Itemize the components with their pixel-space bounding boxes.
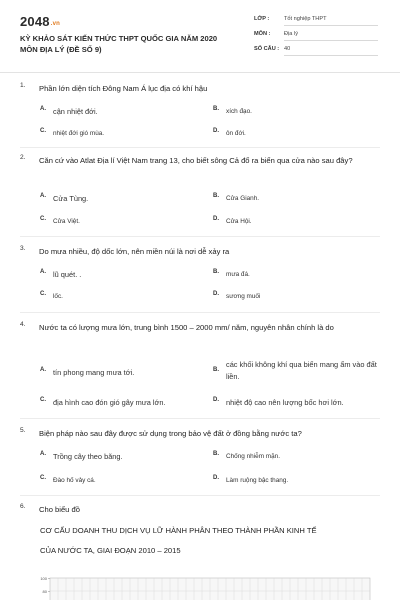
meta-value: Địa lý <box>284 31 298 37</box>
option-text: Làm ruộng bậc thang. <box>226 477 289 484</box>
question-separator <box>20 236 380 237</box>
meta-label: LỚP : <box>254 16 270 22</box>
option-label: A. <box>40 269 46 275</box>
question-separator <box>20 418 380 419</box>
question-text: Biện pháp nào sau đây được sử dụng trong bảo vệ đất ở đồng bằng nước ta? <box>39 429 302 438</box>
option-text: ôn đới. <box>226 130 246 137</box>
y-tick-label: 80 <box>42 589 47 594</box>
question-text: Cho biểu đồ <box>39 505 80 514</box>
question-separator <box>20 147 380 148</box>
option-text: Cửa Gianh. <box>226 195 260 202</box>
option-text: nhiệt độ cao nên lượng bốc hơi lớn. <box>226 398 344 407</box>
option-label: C. <box>40 128 46 134</box>
question-separator <box>20 312 380 313</box>
exam-subject-title: MÔN ĐỊA LÝ (ĐỀ SỐ 9) <box>20 45 102 54</box>
option-label: D. <box>213 397 219 403</box>
option-text: tín phong mang mưa tới. <box>53 368 135 377</box>
question-number: 4. <box>20 321 26 328</box>
question-text: Phần lớn diện tích Đông Nam Á lục địa có khí hậu <box>39 84 208 93</box>
option-text: cận nhiệt đới. <box>53 107 98 116</box>
meta-underline <box>284 55 378 56</box>
option-label: D. <box>213 128 219 134</box>
option-label: D. <box>213 291 219 297</box>
option-text: địa hình cao đón gió gây mưa lớn. <box>53 398 166 407</box>
option-label: A. <box>40 451 46 457</box>
option-text: Cửa Hội. <box>226 218 252 225</box>
option-text: các khối không khí qua biển mang ẩm vào đất liền. <box>226 360 377 381</box>
question-number: 2. <box>20 154 26 161</box>
chart-title-line-1: CƠ CẤU DOANH THU DỊCH VỤ LỮ HÀNH PHÂN THEO THÀNH PHẦN KINH TẾ <box>40 526 317 535</box>
option-label: C. <box>40 216 46 222</box>
exam-title: KỲ KHẢO SÁT KIẾN THỨC THPT QUỐC GIA NĂM 2020 <box>20 34 218 43</box>
option-text: Cửa Việt. <box>53 218 80 225</box>
logo-suffix: .vn <box>50 21 61 27</box>
meta-value: 40 <box>284 46 291 52</box>
option-label: C. <box>40 291 46 297</box>
meta-underline <box>284 40 378 41</box>
option-text: lũ quét. . <box>53 270 82 279</box>
meta-label: MÔN : <box>254 31 271 37</box>
header-divider <box>0 72 400 73</box>
meta-value: Tốt nghiệp THPT <box>284 16 327 22</box>
option-text: Đào hố vảy cá. <box>53 477 96 484</box>
option-label: A. <box>40 367 46 373</box>
logo-text: 2048 <box>20 14 50 29</box>
meta-underline <box>284 25 378 26</box>
question-text: Do mưa nhiều, độ dốc lớn, nên miền núi là nơi dễ xảy ra <box>39 247 230 256</box>
option-label: B. <box>213 451 219 457</box>
option-label: C. <box>40 397 46 403</box>
option-label: A. <box>40 193 46 199</box>
question-number: 1. <box>20 82 26 89</box>
option-label: A. <box>40 106 46 112</box>
option-text: sương muối <box>226 293 261 300</box>
question-separator <box>20 495 380 496</box>
option-text: mưa đá. <box>226 271 250 278</box>
option-label: C. <box>40 475 46 481</box>
option-label: B. <box>213 367 219 373</box>
option-text: nhiệt đới gió mùa. <box>53 130 105 137</box>
option-text: Trồng cây theo băng. <box>53 452 123 461</box>
option-text: Chống nhiễm mặn. <box>226 453 280 460</box>
option-label: B. <box>213 269 219 275</box>
exam-header <box>0 0 400 72</box>
chart-title-line-2: CỦA NƯỚC TA, GIAI ĐOẠN 2010 – 2015 <box>40 546 181 555</box>
question-number: 6. <box>20 503 26 510</box>
question-number: 5. <box>20 427 26 434</box>
meta-label: SỐ CÂU : <box>254 46 280 52</box>
revenue-structure-chart <box>30 572 380 600</box>
site-logo[interactable] <box>20 14 60 29</box>
question-text: Căn cứ vào Atlat Địa lí Việt Nam trang 13, cho biết sông Cả đổ ra biển qua cửa nào sau đây? <box>39 156 353 165</box>
option-label: B. <box>213 106 219 112</box>
option-text: Cửa Tùng. <box>53 194 89 203</box>
question-number: 3. <box>20 245 26 252</box>
option-text: lốc. <box>53 293 63 300</box>
option-label: D. <box>213 475 219 481</box>
option-label: B. <box>213 193 219 199</box>
option-text: xích đạo. <box>226 108 252 115</box>
question-text: Nước ta có lượng mưa lớn, trung bình 1500 – 2000 mm/ năm, nguyên nhân chính là do <box>39 323 334 332</box>
y-tick-label: 100 <box>40 576 47 581</box>
option-label: D. <box>213 216 219 222</box>
